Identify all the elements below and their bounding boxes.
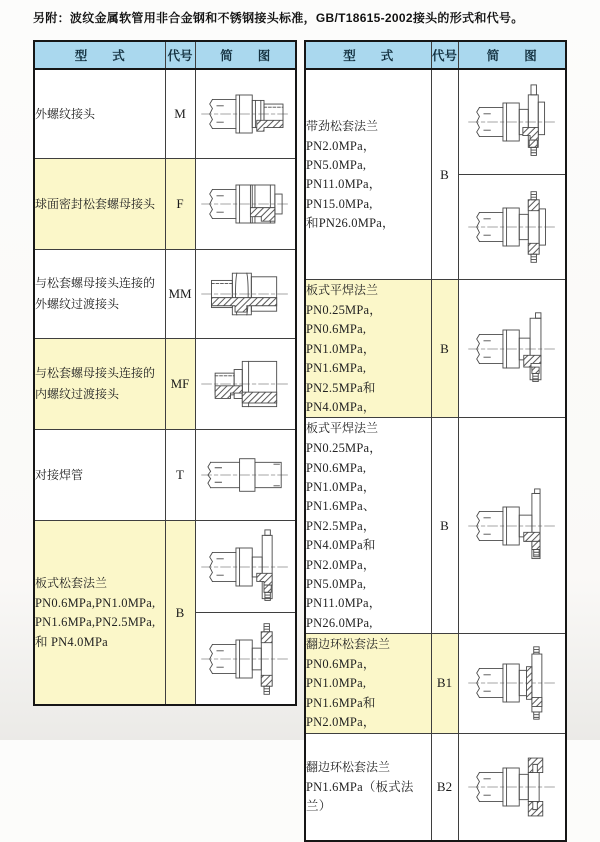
code-cell: T	[165, 430, 195, 521]
fitting-name: 球面密封松套螺母接头	[35, 196, 156, 211]
pn-spec-line: PN2.0MPa，PN5.0MPa,	[306, 138, 376, 172]
neck-loose-flange-a-diagram	[459, 70, 566, 175]
table-row	[34, 159, 296, 250]
pn-spec-line: PN0.6MPa,PN1.0MPa,	[35, 595, 156, 610]
column-header-diagram: 简 图	[195, 41, 296, 69]
pn-spec-line: PN1.6MPa（板式法兰）	[306, 779, 414, 813]
male-thread-fitting-diagram	[196, 70, 296, 158]
table-row	[34, 339, 296, 430]
pn-spec-line: PN11.0MPa，PN26.0MPa,	[306, 596, 382, 630]
type-cell	[34, 159, 165, 250]
type-cell	[34, 69, 165, 159]
header-row	[34, 41, 296, 69]
type-cell	[305, 69, 431, 280]
code-cell: MM	[165, 250, 195, 339]
code-cell: B	[431, 418, 458, 634]
diagram-cell	[458, 418, 566, 634]
pn-spec-line: PN1.0MPa，PN1.6MPa、	[306, 480, 376, 514]
code-cell: B	[431, 69, 458, 280]
table-row	[305, 733, 566, 841]
pn-spec-line: 和PN26.0MPa，	[306, 216, 395, 231]
diagram-cell	[458, 634, 566, 734]
diagram-cell	[195, 339, 296, 430]
fittings-table-left	[33, 40, 297, 706]
plate-weld-flange-b-diagram	[459, 468, 566, 584]
table-row	[305, 280, 566, 418]
diagram-cell	[195, 250, 296, 339]
pn-spec-line: PN1.6MPa和PN2.0MPa，	[306, 695, 376, 730]
diagram-cell	[195, 430, 296, 521]
type-cell	[305, 418, 431, 634]
type-cell	[34, 430, 165, 521]
male-male-adapter-diagram	[196, 250, 296, 338]
fittings-table-right	[304, 40, 567, 842]
type-cell	[34, 339, 165, 430]
pn-spec-line: PN0.25MPa，PN0.6MPa,	[306, 303, 382, 337]
code-cell: B	[431, 280, 458, 418]
type-cell	[34, 521, 165, 706]
diagram-cell	[458, 280, 566, 418]
neck-loose-flange-b-diagram	[459, 175, 566, 279]
diagram-cell	[195, 521, 296, 706]
fitting-name: 带劲松套法兰	[306, 118, 379, 133]
code-cell: F	[165, 159, 195, 250]
pn-spec-line: PN2.5MPa和PN4.0MPa，	[306, 380, 376, 414]
table-row	[34, 521, 296, 706]
left-table-host	[33, 40, 297, 706]
column-header-diagram: 简 图	[458, 41, 566, 69]
plate-weld-flange-a-diagram	[459, 296, 566, 402]
pn-spec-line: 和 PN4.0MPa	[35, 634, 108, 649]
diagram-cell	[458, 733, 566, 841]
male-female-adapter-diagram	[196, 339, 296, 429]
table-row	[34, 430, 296, 521]
column-header-type: 型 式	[305, 41, 431, 69]
diagram-cell	[458, 69, 566, 280]
header-row	[305, 41, 566, 69]
fitting-name: 对接焊管	[35, 467, 84, 482]
pn-spec-line: PN0.25MPa，PN0.6MPa,	[306, 441, 382, 475]
pn-spec-line: PN1.0MPa，PN1.6MPa,	[306, 341, 376, 376]
fitting-name: 板式松套法兰	[35, 575, 108, 590]
table-row	[34, 69, 296, 159]
fitting-name: 与松套螺母接头连接的内螺纹过渡接头	[35, 366, 156, 401]
code-cell: B2	[431, 733, 458, 841]
pn-spec-line: PN2.5MPa，PN4.0MPa和	[306, 518, 376, 553]
fitting-name: 翻边环松套法兰	[306, 637, 391, 651]
diagram-cell	[195, 159, 296, 250]
type-cell	[305, 634, 431, 734]
code-cell: B	[165, 521, 195, 706]
plate-loose-flange-b-diagram	[196, 613, 296, 704]
type-cell	[34, 250, 165, 339]
type-cell	[305, 733, 431, 841]
fitting-name: 外螺纹接头	[35, 106, 96, 121]
plate-loose-flange-a-diagram	[196, 521, 296, 613]
table-row	[305, 69, 566, 280]
code-cell: MF	[165, 339, 195, 430]
lap-ring-plate-flange-diagram	[459, 734, 566, 840]
fitting-name: 板式平焊法兰	[306, 283, 379, 297]
code-cell: M	[165, 69, 195, 159]
fitting-name: 板式平焊法兰	[306, 421, 379, 436]
code-cell: B1	[431, 634, 458, 734]
fitting-name: 翻边环松套法兰	[306, 759, 391, 774]
column-header-type: 型 式	[34, 41, 165, 69]
diagram-cell	[195, 69, 296, 159]
pn-spec-line: PN1.6MPa,PN2.5MPa,	[35, 615, 156, 630]
butt-weld-pipe-diagram	[196, 430, 296, 520]
pn-spec-line: PN11.0MPa，PN15.0MPa,	[306, 177, 382, 211]
pn-spec-line: PN0.6MPa，PN1.0MPa,	[306, 657, 376, 691]
tables-container	[33, 40, 567, 842]
type-cell	[305, 280, 431, 418]
table-row	[305, 418, 566, 634]
pn-spec-line: PN2.0MPa，PN5.0MPa,	[306, 557, 376, 591]
column-header-code: 代号	[165, 41, 195, 69]
table-row	[305, 634, 566, 734]
swivel-nut-fitting-diagram	[196, 159, 296, 249]
column-header-code: 代号	[431, 41, 458, 69]
page-title: 另附：波纹金属软管用非合金钢和不锈钢接头标准，GB/T18615-2002接头的形式和代号。	[33, 11, 524, 25]
lap-ring-loose-flange-diagram	[459, 637, 566, 730]
table-row	[34, 250, 296, 339]
right-table-host	[304, 40, 567, 842]
fitting-name: 与松套螺母接头连接的外螺纹过渡接头	[35, 276, 156, 311]
